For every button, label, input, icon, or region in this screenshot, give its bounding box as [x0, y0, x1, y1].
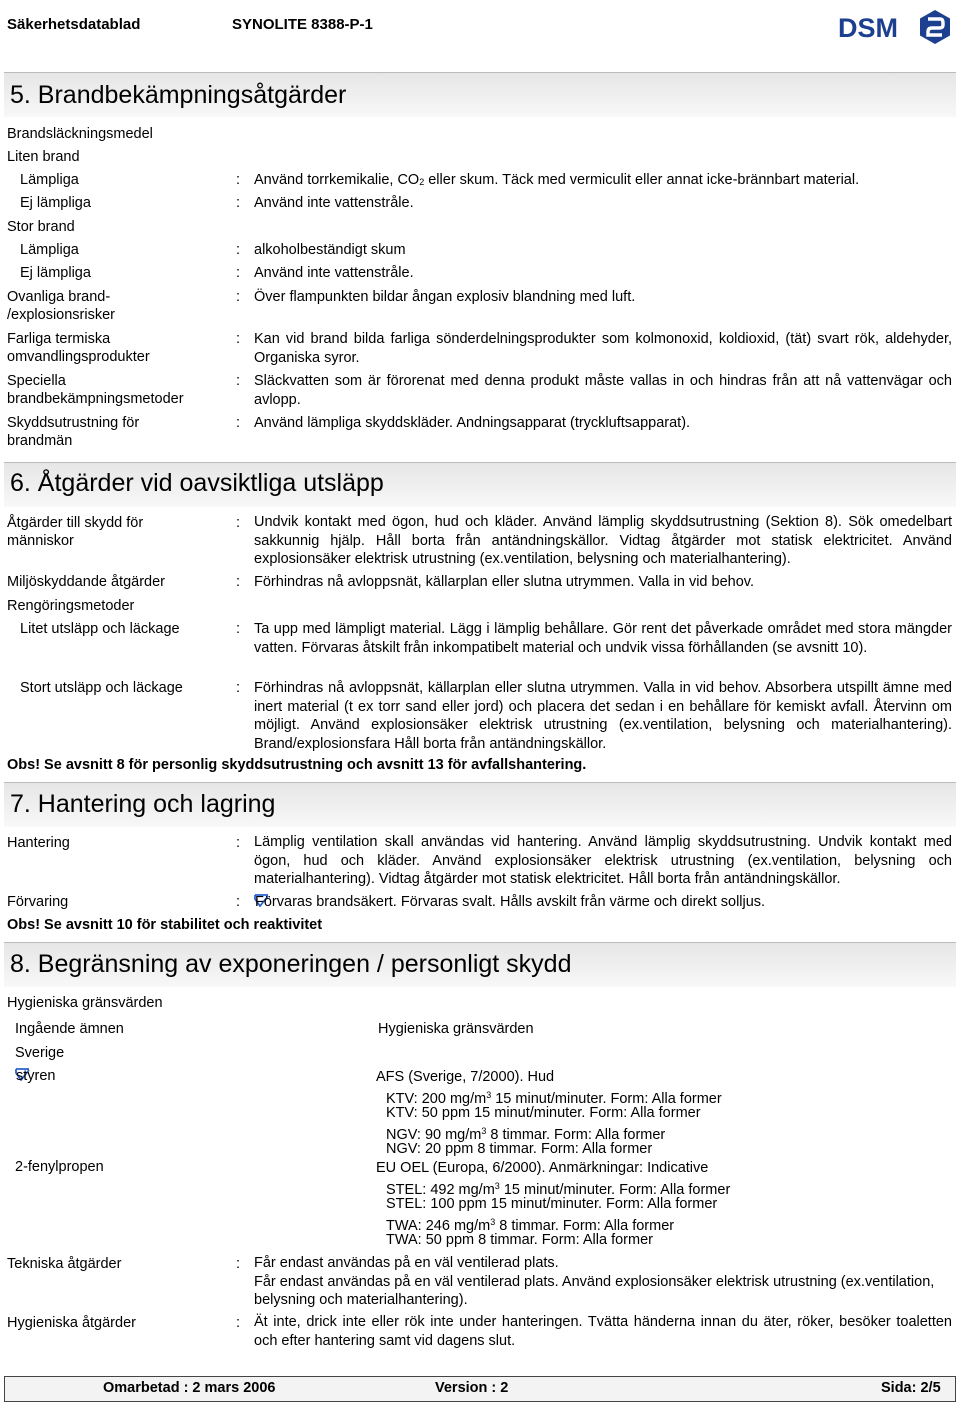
occupational-limits-label: Hygieniska gränsvärden	[7, 995, 163, 1011]
large-spill-label: Stort utsläpp och läckage	[20, 680, 183, 696]
section-5-title: 5. Brandbekämpningsåtgärder	[10, 81, 347, 109]
page-number: Sida: 2/5	[881, 1380, 941, 1396]
column-header-limits: Hygieniska gränsvärden	[378, 1021, 534, 1037]
environmental-precautions-label: Miljöskyddande åtgärder	[7, 574, 165, 590]
thermal-products-label: Farliga termiska omvandlingsprodukter	[7, 331, 150, 365]
small-spill-label: Litet utsläpp och läckage	[20, 621, 180, 637]
large-suitable-label: Lämpliga	[20, 242, 79, 258]
section-6-title: 6. Åtgärder vid oavsiktliga utsläpp	[10, 469, 384, 497]
colon: :	[236, 515, 241, 531]
large-unsuitable-value: Använd inte vattenstråle.	[254, 265, 414, 281]
personal-precautions-label: Åtgärder till skydd för människor	[7, 515, 144, 549]
handling-value: Lämplig ventilation skall användas vid hantering. Använd lämplig skyddsutrustning. Undvik kontakt med ögon, hud och kläder. Använd explosionsäker elektrisk utrustning (ex.ventilation, belysning och materialhantering). Vidtag åtgärder mot statisk elektricitet. Håll borta från antändningskällor.	[254, 834, 952, 887]
page-footer	[4, 1376, 956, 1402]
oel-entry: KTV: 50 ppm 15 minut/minuter. Form: Alla former	[386, 1105, 701, 1121]
section-8-title: 8. Begränsning av exponeringen / personligt skydd	[10, 950, 572, 978]
cleanup-methods-label: Rengöringsmetoder	[7, 598, 135, 614]
section-6-note: Obs! Se avsnitt 8 för personlig skyddsutrustning och avsnitt 13 för avfallshantering.	[7, 757, 587, 773]
colon: :	[236, 242, 241, 258]
colon: :	[236, 373, 241, 389]
colon: :	[236, 172, 241, 188]
column-header-ingredients: Ingående ämnen	[15, 1021, 124, 1037]
colon: :	[236, 574, 241, 590]
personal-precautions-value: Undvik kontakt med ögon, hud och kläder. Använd lämplig skyddsutrustning (Sektion 8). Sök omedelbart sakkunnig hjälp. Håll borta från antändningskällor. Vidtag åtgärder mot statisk elektricitet. Använd explosionsäker elektrisk utrustning (ex.ventilation, belysning och materialhantering).	[254, 514, 952, 567]
oel-source: EU OEL (Europa, 6/2000). Anmärkningar: Indicative	[376, 1160, 709, 1176]
colon: :	[236, 415, 241, 431]
large-unsuitable-label: Ej lämpliga	[20, 265, 91, 281]
oel-entry: NGV: 90 $mg/m^3$ 8 timmar. Form: Alla former	[386, 1126, 666, 1143]
unusual-hazards-value: Över flampunkten bildar ångan explosiv blandning med luft.	[254, 289, 636, 305]
colon: :	[236, 621, 241, 637]
small-fire-label: Liten brand	[7, 149, 80, 165]
engineering-measures-label: Tekniska åtgärder	[7, 1256, 122, 1272]
substance-name: styren	[16, 1068, 56, 1084]
unusual-hazards-label: Ovanliga brand- /explosionsrisker	[7, 289, 115, 323]
firefighting-methods-value: Släckvatten som är förorenat med denna produkt måste vallas in och hindras från att nå vattenvägar och avlopp.	[254, 373, 952, 408]
document-type: Säkerhetsdatablad	[7, 16, 141, 33]
thermal-products-value: Kan vid brand bilda farliga sönderdelningsprodukter som kolmonoxid, koldioxid, (tät) svart rök, aldehyder, Organiska syror.	[254, 331, 952, 366]
product-name: SYNOLITE 8388-P-1	[232, 16, 373, 33]
colon: :	[236, 331, 241, 347]
large-fire-label: Stor brand	[7, 219, 75, 235]
storage-label: Förvaring	[7, 894, 69, 910]
firefighter-equipment-label: Skyddsutrustning för brandmän	[7, 415, 140, 449]
revision-date: Omarbetad : 2 mars 2006	[103, 1380, 276, 1396]
storage-value: Förvaras brandsäkert. Förvaras svalt. Hålls avskilt från värme och direkt solljus.	[255, 894, 766, 910]
small-spill-value: Ta upp med lämpligt material. Lägg i lämplig behållare. Gör rent det påverkade området med stora mängder vatten. Förvaras åtskilt från inkompatibelt material och undvik vissa förhållanden (se avsnitt 10).	[254, 621, 952, 656]
colon: :	[236, 1315, 241, 1331]
colon: :	[236, 680, 241, 696]
oel-entry: TWA: 246 $mg/m^3$ 8 timmar. Form: Alla former	[386, 1217, 675, 1234]
oel-entry: TWA: 50 ppm 8 timmar. Form: Alla former	[386, 1232, 653, 1248]
colon: :	[236, 289, 241, 305]
svg-text:DSM: DSM	[838, 13, 898, 43]
hygiene-measures-value: Ät inte, drick inte eller rök inte under hanteringen. Tvätta händerna innan du äter, röker, besöker toaletten och efter hantering samt vid dagens slut.	[254, 1314, 952, 1349]
oel-entry: NGV: 20 ppm 8 timmar. Form: Alla former	[386, 1141, 653, 1157]
colon: :	[236, 1256, 241, 1272]
small-suitable-label: Lämpliga	[20, 172, 79, 188]
substance-name: 2-fenylpropen	[15, 1159, 104, 1175]
engineering-measures-value: Får endast användas på en väl ventilerad plats. Får endast användas på en väl ventilerad plats. Använd explosionsäker elektrisk utrustning (ex.ventilation, belysning och materialhantering).	[254, 1255, 935, 1308]
small-suitable-value: Använd torrkemikalie, $CO_2$ eller skum. Täck med vermiculit eller annat icke-brännbart material.	[254, 172, 860, 188]
oel-entry: STEL: 492 $mg/m^3$ 15 minut/minuter. Form: Alla former	[386, 1181, 731, 1198]
firefighting-methods-label: Speciella brandbekämpningsmetoder	[7, 373, 184, 407]
large-suitable-value: alkoholbeständigt skum	[254, 242, 406, 258]
oel-source: AFS (Sverige, 7/2000). Hud	[376, 1069, 555, 1085]
version-number: Version : 2	[435, 1380, 509, 1396]
extinguishing-media-label: Brandsläckningsmedel	[7, 126, 153, 142]
oel-entry: KTV: 200 $mg/m^3$ 15 minut/minuter. Form: Alla former	[386, 1090, 722, 1107]
section-7-title: 7. Hantering och lagring	[10, 790, 276, 818]
large-spill-value: Förhindras nå avloppsnät, källarplan eller slutna utrymmen. Valla in vid behov. Absorbera utspillt ämne med inert material (t ex torr sand eller jord) och placera det sedan i en behållare för kemiskt avfall. Återvinn om möjligt. Använd explosionsäker elektrisk utrustning (ex.ventilation, belysning och materialhantering). Brand/explosionsfara Håll borta från antändningskällor.	[254, 680, 952, 752]
colon: :	[236, 894, 241, 910]
hygiene-measures-label: Hygieniska åtgärder	[7, 1315, 136, 1331]
colon: :	[236, 835, 241, 851]
handling-label: Hantering	[7, 835, 70, 851]
colon: :	[236, 195, 241, 211]
dsm-logo	[838, 8, 952, 46]
small-unsuitable-label: Ej lämpliga	[20, 195, 91, 211]
small-unsuitable-value: Använd inte vattenstråle.	[254, 195, 414, 211]
environmental-precautions-value: Förhindras nå avloppsnät, källarplan eller slutna utrymmen. Valla in vid behov.	[254, 574, 754, 590]
section-7-note: Obs! Se avsnitt 10 för stabilitet och reaktivitet	[7, 917, 323, 933]
colon: :	[236, 265, 241, 281]
firefighter-equipment-value: Använd lämpliga skyddskläder. Andningsapparat (tryckluftsapparat).	[254, 415, 691, 431]
oel-entry: STEL: 100 ppm 15 minut/minuter. Form: Alla former	[386, 1196, 718, 1212]
country-label: Sverige	[15, 1045, 65, 1061]
